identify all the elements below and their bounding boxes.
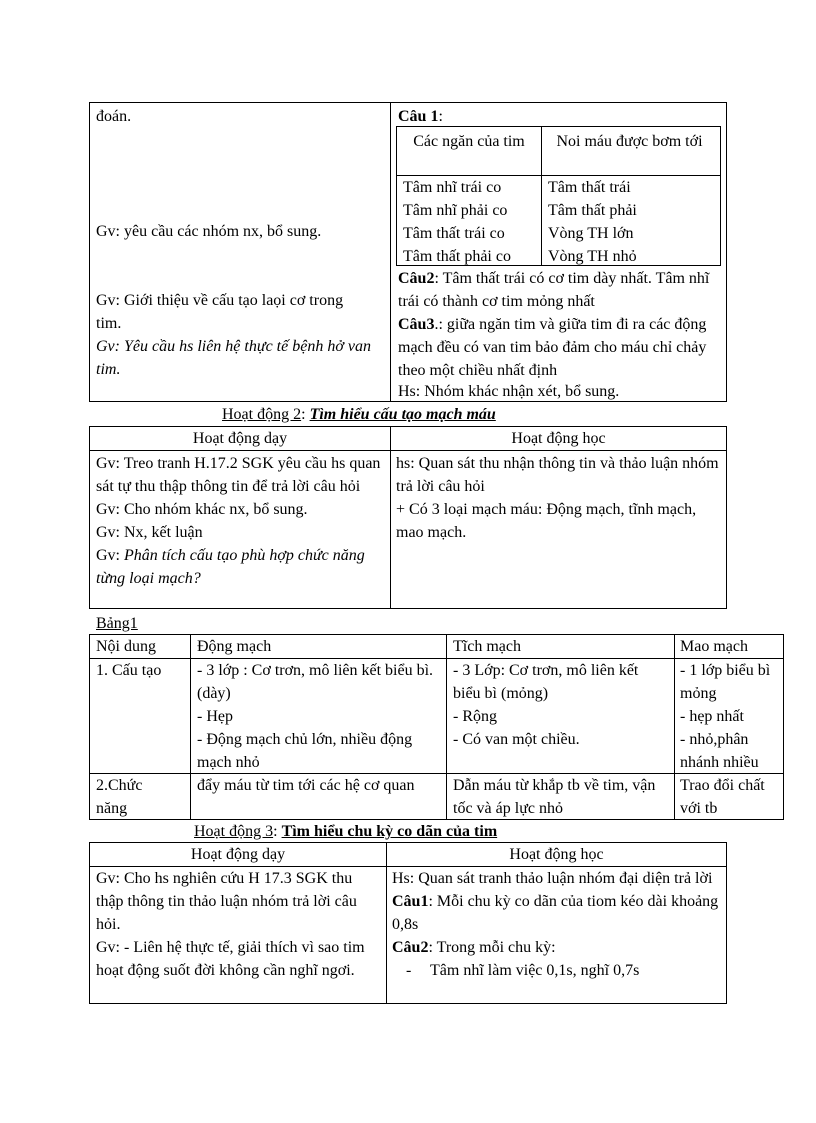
bang1-header-3: Tĩch mạch xyxy=(453,638,521,655)
bang1-r1-c3: - 3 Lớp: Cơ trơn, mô liên kết biểu bì (mỏng) - Rộng - Có van một chiều. xyxy=(453,662,639,748)
hd3-col-header-2: Hoạt động học xyxy=(509,846,604,863)
hd2-col-header-2: Hoạt động học xyxy=(511,430,606,447)
hd3-title-main: Tìm hiểu chu kỳ co dãn của tim xyxy=(281,823,498,840)
bullet-dash: - xyxy=(406,962,412,979)
t1-cau1 xyxy=(398,105,718,128)
t1-left-3: Gv: Giới thiệu về cấu tạo laọi cơ trong tim. xyxy=(96,292,344,332)
bang1-r2-c3: Dẫn máu từ khắp tb về tim, vận tốc và áp lực nhỏ xyxy=(453,777,656,817)
inner-right-2: Tâm thất phải xyxy=(548,202,637,219)
hd3-right xyxy=(392,867,724,982)
bang1-table xyxy=(89,634,784,820)
hd3-left: Gv: Cho hs nghiên cứu H 17.3 SGK thu thập thông tin thảo luận nhóm trả lời câu hỏi. Gv: - Liên hệ thực tế, giải thích vì sao tim hoạt động suốt đời không cần nghĩ ngơi. xyxy=(96,870,365,979)
bang1-r1-c2: - 3 lớp : Cơ trơn, mô liên kết biểu bì.(dày) - Hẹp - Động mạch chủ lớn, nhiều động mạch nhỏ xyxy=(197,662,434,771)
hd2-title-prefix: Hoạt động 2 xyxy=(222,406,302,423)
t1-left-2: Gv: yêu cầu các nhóm nx, bổ sung. xyxy=(96,223,322,240)
inner-right-4: Vòng TH nhỏ xyxy=(548,248,637,265)
hd2-left-normal: Gv: Treo tranh H.17.2 SGK yêu cầu hs quan sát tự thu thập thông tin để trả lời câu hỏi Gv: Cho nhóm khác nx, bổ sung. Gv: Nx, kết luận xyxy=(96,455,381,541)
t1-hs: Hs: Nhóm khác nhận xét, bổ sung. xyxy=(398,383,620,400)
cau3-text: .: giữa ngăn tim và giữa tim đi ra các động mạch đều có van tim bảo đảm cho máu chỉ chảy theo một chiều nhất định xyxy=(398,316,707,379)
hd3-right-bullet: - Tâm nhĩ làm việc 0,1s, nghĩ 0,7s xyxy=(392,959,724,982)
inner-right-1: Tâm thất trái xyxy=(548,179,631,196)
t1-cau2 xyxy=(398,267,723,313)
t1-cau3 xyxy=(398,313,723,382)
hd3-right-intro: Hs: Quan sát tranh thảo luận nhóm đại diện trả lời xyxy=(392,870,713,887)
hd3-title-prefix: Hoạt động 3 xyxy=(194,823,274,840)
cau2-text: : Tâm thất trái có cơ tim dày nhất. Tâm nhĩ trái có thành cơ tim mỏng nhất xyxy=(398,270,710,310)
cau2-label: Câu2 xyxy=(398,270,435,287)
bang1-r2-c2: đẩy máu từ tim tới các hệ cơ quan xyxy=(197,777,415,794)
inner-left-3: Tâm thất trái co xyxy=(403,225,505,242)
hd3-col-header-1: Hoạt động dạy xyxy=(190,846,286,863)
hd3-right-cau1: Câu1: Mỗi chu kỳ co dãn của tiom kéo dài khoảng 0,8s xyxy=(392,893,719,933)
inner-table xyxy=(396,126,721,266)
bang1-r2-c1: 2.Chức năng xyxy=(96,777,143,817)
inner-right-3: Vòng TH lớn xyxy=(548,225,634,242)
inner-left-2: Tâm nhĩ phải co xyxy=(403,202,508,219)
bang1-r1-c1: 1. Cấu tạo xyxy=(96,662,162,679)
hd2-left-last: Gv: Phân tích cấu tạo phù hợp chức năng từng loại mạch? xyxy=(96,547,365,587)
hd2-col-header-1: Hoạt động dạy xyxy=(192,430,288,447)
table-2 xyxy=(89,426,727,609)
bang1-r1-c4: - 1 lớp biểu bì mỏng - hẹp nhất - nhỏ,phân nhánh nhiều xyxy=(680,662,771,771)
cau3-label: Câu3 xyxy=(398,316,435,333)
inner-left-1: Tâm nhĩ trái co xyxy=(403,179,502,196)
cau1-colon: : xyxy=(438,108,443,125)
bang1-r2-c4: Trao đổi chất với tb xyxy=(680,777,765,817)
inner-header-1: Các ngăn của tim xyxy=(413,133,525,150)
hd2-title xyxy=(222,403,622,426)
cau1-label: Câu 1 xyxy=(398,108,439,125)
hd2-left xyxy=(96,452,381,590)
bang1-label: Bảng1 xyxy=(96,615,138,632)
hd2-title-main: Tìm hiểu cấu tạo mạch máu xyxy=(309,406,496,423)
hd3-title-colon: : xyxy=(273,823,282,840)
t1-left-4: Gv: Yêu cầu hs liên hệ thực tế bệnh hở van tim. xyxy=(96,338,371,378)
t1-left-1: đoán. xyxy=(96,108,132,125)
hd2-title-colon: : xyxy=(301,406,310,423)
hd2-right: hs: Quan sát thu nhận thông tin và thảo luận nhóm trả lời câu hỏi + Có 3 loại mạch máu: Động mạch, tĩnh mạch, mao mạch. xyxy=(396,455,719,541)
bang1-header-2: Động mạch xyxy=(197,638,272,655)
hd3-right-cau2: Câu2: Trong mỗi chu kỳ: xyxy=(392,939,556,956)
bang1-header-4: Mao mạch xyxy=(680,638,748,655)
table-3 xyxy=(89,842,727,1004)
inner-header-2: Noi máu được bơm tới xyxy=(556,133,703,150)
bang1-header-1: Nội dung xyxy=(96,638,156,655)
hd3-title xyxy=(194,820,614,843)
table-1 xyxy=(89,102,727,402)
inner-left-4: Tâm thất phải co xyxy=(403,248,511,265)
